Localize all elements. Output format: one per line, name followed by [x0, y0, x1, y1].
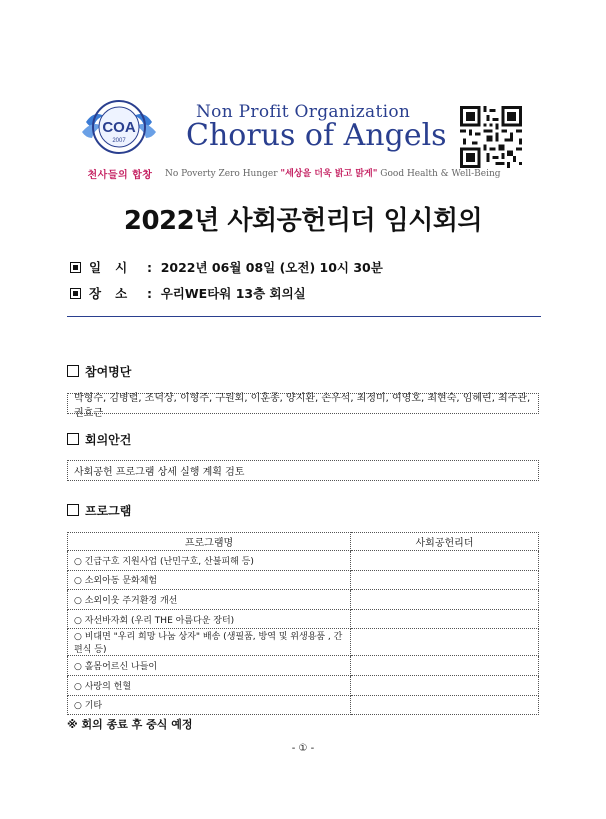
table-row	[68, 656, 539, 676]
table-row	[68, 695, 539, 715]
table-row	[68, 551, 539, 571]
divider	[67, 316, 541, 317]
org-subtitle: Non Profit Organization	[196, 102, 411, 122]
section-heading-agenda: 회의안건	[67, 431, 131, 448]
table-row	[68, 590, 539, 610]
leader-cell	[351, 629, 539, 656]
checkbox-icon	[67, 365, 79, 377]
program-name: ○ 기타	[68, 695, 351, 715]
program-name: ○ 소외이웃 주거환경 개선	[68, 590, 351, 610]
bullet-icon	[70, 262, 81, 273]
program-name: ○ 긴급구호 지원사업 (난민구호, 산불피해 등)	[68, 551, 351, 571]
agenda-box	[67, 460, 539, 481]
program-name: ○ 홀몸어르신 나들이	[68, 656, 351, 676]
info-datetime	[70, 258, 383, 276]
table-row	[68, 570, 539, 590]
leader-cell	[351, 656, 539, 676]
program-name: ○ 자선바자회 (우리 THE 아름다운 장터)	[68, 609, 351, 629]
tagline	[165, 166, 501, 179]
tagline-quote: "세상을 더욱 밝고 맑게"	[280, 169, 378, 179]
leader-cell	[351, 609, 539, 629]
logo-text: COA	[102, 119, 136, 136]
attendees-text: 박형수, 김병렬, 조덕상, 이형주, 구원회, 이훈종, 양지환, 손우석, 최정미, 여영호, 최현숙, 임혜린, 최주관, 권효근	[74, 392, 531, 419]
attendees-box	[67, 392, 539, 419]
logo-caption: 천사들의 합창	[87, 170, 153, 181]
section-heading-program: 프로그램	[67, 502, 131, 519]
info-sep: :	[147, 260, 152, 275]
program-name: ○ 사랑의 헌혈	[68, 675, 351, 695]
column-header-leader: 사회공헌리더	[351, 533, 539, 551]
program-name: ○ 비대면 "우리 희망 나눔 상자" 배송 (생필품, 방역 및 위생용품 , 간편식 등)	[68, 629, 351, 656]
info-label: 일시	[89, 260, 142, 275]
table-header-row	[68, 533, 539, 551]
checkbox-icon	[67, 504, 79, 516]
checkbox-icon	[67, 433, 79, 445]
table-row	[68, 629, 539, 656]
leader-cell	[351, 551, 539, 571]
page-number: - ① -	[291, 743, 315, 754]
agenda-text: 사회공헌 프로그램 상세 실행 계획 검토	[74, 467, 245, 478]
info-location	[70, 284, 306, 302]
program-table	[67, 532, 539, 715]
info-value: 2022년 06월 08일 (오전) 10시 30분	[160, 260, 383, 275]
table-row	[68, 609, 539, 629]
info-value: 우리WE타워 13층 회의실	[160, 286, 306, 301]
org-name: Chorus of Angels	[186, 118, 447, 153]
qr-code-icon	[460, 106, 522, 168]
info-label: 장소	[89, 286, 142, 301]
leader-cell	[351, 590, 539, 610]
program-name: ○ 소외아동 문화체험	[68, 570, 351, 590]
coa-logo	[80, 92, 158, 162]
section-heading-attendees: 참여명단	[67, 363, 131, 380]
table-row	[68, 675, 539, 695]
tagline-right: Good Health & Well-Being	[377, 169, 501, 179]
leader-cell	[351, 675, 539, 695]
page-title: 2022년 사회공헌리더 임시회의	[123, 206, 483, 236]
bullet-icon	[70, 288, 81, 299]
logo-year: 2007	[112, 138, 126, 144]
note-text: ※ 회의 종료 후 중식 예정	[67, 718, 193, 731]
tagline-left: No Poverty Zero Hunger	[165, 169, 281, 179]
leader-cell	[351, 695, 539, 715]
column-header-program: 프로그램명	[68, 533, 351, 551]
info-sep: :	[147, 286, 152, 301]
leader-cell	[351, 570, 539, 590]
